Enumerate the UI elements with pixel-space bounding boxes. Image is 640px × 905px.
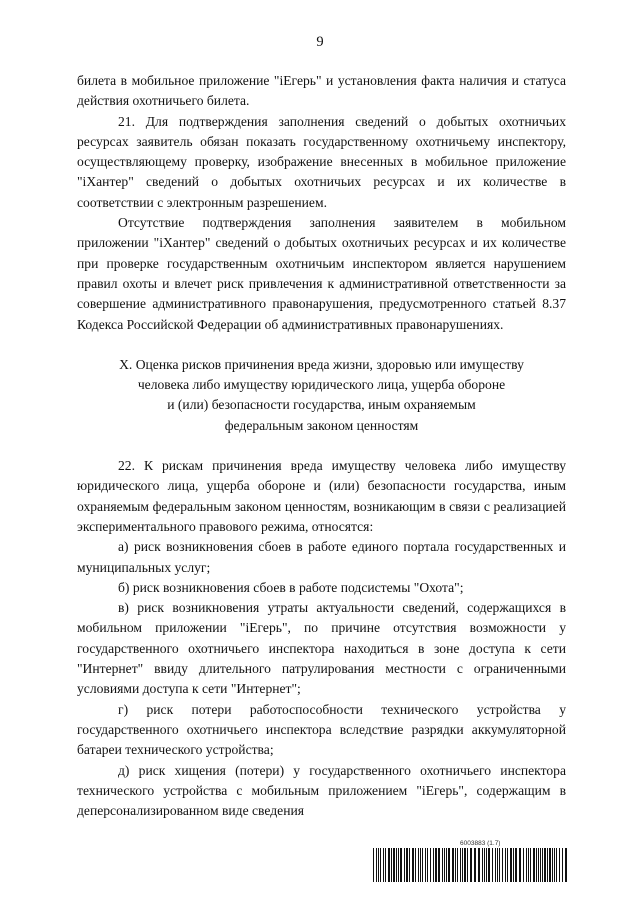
barcode-bar: [406, 848, 408, 882]
barcode-bar: [420, 848, 421, 882]
barcode-bar: [478, 848, 480, 882]
paragraph-21: 21. Для подтверждения заполнения сведений о добытых охотничьих ресурсах заявитель обязан показать государственному охотничьему инспектору, осуществляющему проверку, изображение внесенных в мобильное приложение "iХантер" сведений о добытых охотничьих ресурсах и их количестве в соответствии с электронным разрешением.: [77, 113, 566, 210]
barcode-bar: [556, 848, 557, 882]
barcode-bar: [412, 848, 414, 882]
barcode-bar: [452, 848, 454, 882]
barcode-bar: [519, 848, 521, 882]
barcode-bar: [383, 848, 384, 882]
barcode-bar: [444, 848, 445, 882]
barcode-bar: [474, 848, 476, 882]
barcode-bar: [544, 848, 546, 882]
footer-barcode-block: [372, 840, 568, 882]
risk-item-a: а) риск возникновения сбоев в работе единого портала государственных и муниципальных услуг;: [77, 539, 566, 575]
barcode-bar: [552, 848, 553, 882]
barcode-bar: [457, 848, 458, 882]
barcode-bar: [409, 848, 410, 882]
barcode-bar: [565, 848, 567, 882]
barcode-bar: [536, 848, 537, 882]
barcode-bar: [533, 848, 535, 882]
barcode-bar: [418, 848, 419, 882]
barcode-bar: [502, 848, 503, 882]
barcode-bar: [464, 848, 466, 882]
document-body: [77, 71, 566, 821]
section-heading-line: федеральным законом ценностям: [224, 417, 419, 433]
barcode-bar: [515, 848, 517, 882]
barcode-bar: [433, 848, 434, 882]
risk-item-b: б) риск возникновения сбоев в работе подсистемы "Охота";: [118, 579, 464, 595]
barcode-bar: [467, 848, 468, 882]
barcode-bar: [425, 848, 426, 882]
barcode-bar: [547, 848, 548, 882]
barcode-bar: [554, 848, 555, 882]
barcode-bar: [442, 848, 443, 882]
barcode-bar: [378, 848, 379, 882]
page-number: 9: [316, 34, 324, 50]
barcode-bar: [507, 848, 508, 882]
barcode-bar: [526, 848, 527, 882]
barcode-bar: [505, 848, 506, 882]
barcode-bar: [388, 848, 390, 882]
section-heading-x: [77, 355, 566, 436]
barcode-bar: [438, 848, 440, 882]
barcode-bar: [380, 848, 381, 882]
barcode-bar: [470, 848, 472, 882]
barcode-bar: [497, 848, 498, 882]
section-heading-line: X. Оценка рисков причинения вреда жизни, здоровью или имуществу: [119, 356, 524, 372]
barcode-bar: [404, 848, 405, 882]
paragraph-absence-confirmation: Отсутствие подтверждения заполнения заявителем в мобильном приложении "iХантер" сведений о добытых охотничьих ресурсах и их количестве при проверке государственным охотничьим инспектором является нарушением правил охоты и влечет риск привлечения к административной ответственности за совершение административного правонарушения, предусмотренного статьей 8.37 Кодекса Российской Федерации об административных правонарушениях.: [77, 215, 566, 332]
barcode-bar: [393, 848, 395, 882]
barcode-bar: [562, 848, 563, 882]
barcode-bar: [528, 848, 529, 882]
barcode-bar: [391, 848, 392, 882]
barcode-image: [372, 848, 568, 882]
barcode-bar: [430, 848, 431, 882]
barcode-bar: [373, 848, 374, 882]
barcode-bar: [460, 848, 461, 882]
barcode-bar: [446, 848, 447, 882]
risk-item-d: д) риск хищения (потери) у государственного охотничьего инспектора технического устройства с мобильным приложением "iЕгерь", содержащим в деперсонализированном виде сведения: [77, 762, 566, 819]
section-heading-line: человека либо имуществу юридического лица, ущерба обороне: [137, 377, 506, 393]
barcode-bar: [484, 848, 485, 882]
barcode-bar: [488, 848, 490, 882]
barcode-bar: [435, 848, 437, 882]
barcode-bar: [486, 848, 487, 882]
barcode-bar: [495, 848, 496, 882]
barcode-bar: [559, 848, 560, 882]
barcode-bar: [523, 848, 524, 882]
risk-item-g: г) риск потери работоспособности технического устройства у государственного охотничьего инспектора вследствие разрядки аккумуляторной батареи технического устройства;: [77, 701, 566, 758]
barcode-bar: [455, 848, 456, 882]
barcode-bar: [513, 848, 514, 882]
barcode-bar: [482, 848, 483, 882]
barcode-bar: [540, 848, 541, 882]
section-heading-line: и (или) безопасности государства, иным охраняемым: [167, 397, 476, 413]
barcode-bar: [542, 848, 543, 882]
barcode-bar: [385, 848, 386, 882]
barcode-bar: [448, 848, 450, 882]
barcode-bar: [538, 848, 539, 882]
barcode-bar: [398, 848, 399, 882]
barcode-bar: [492, 848, 493, 882]
barcode-bar: [415, 848, 416, 882]
barcode-bar: [396, 848, 397, 882]
barcode-bar: [530, 848, 531, 882]
barcode-bar: [499, 848, 500, 882]
barcode-bar: [462, 848, 463, 882]
risk-item-v: в) риск возникновения утраты актуальности сведений, содержащихся в мобильном приложении "iЕгерь", по причине отсутствия возможности у государственного охотничьего инспектора находиться в зоне доступа к сети "Интернет" ввиду длительного патрулирования местности с ограниченными условиями доступа к сети "Интернет";: [77, 600, 566, 697]
barcode-bar: [549, 848, 551, 882]
barcode-bar: [422, 848, 423, 882]
barcode-bar: [510, 848, 512, 882]
barcode-caption: 6003883 (1.7): [460, 840, 501, 847]
barcode-bar: [376, 848, 377, 882]
barcode-bar: [427, 848, 428, 882]
paragraph-continuation: билета в мобильное приложение "iЕгерь" и установления факта наличия и статуса действия охотничьего билета.: [77, 73, 566, 109]
paragraph-22: 22. К рискам причинения вреда имуществу человека либо имуществу юридического лица, ущерба обороне и (или) безопасности государства, иным охраняемым федеральным законом ценностям, возникающим в связи с реализацией экспериментального правового режима, относятся:: [77, 458, 566, 534]
barcode-bar: [400, 848, 402, 882]
